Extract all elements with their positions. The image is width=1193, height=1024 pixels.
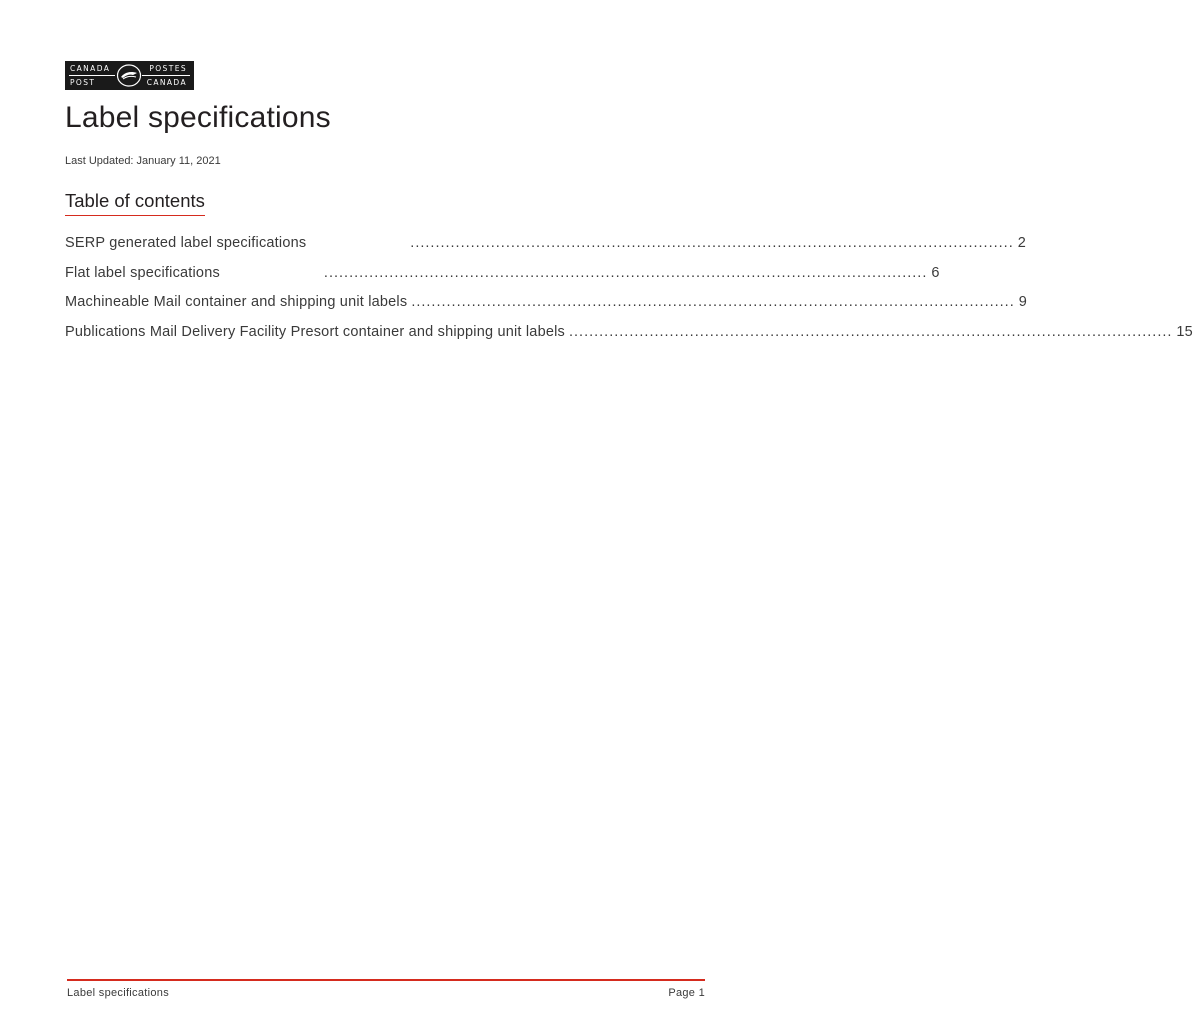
page-title: Label specifications xyxy=(65,101,331,134)
footer-document-title: Label specifications xyxy=(67,987,170,999)
toc-leader-dots: ........................................................................................................................ xyxy=(323,264,928,281)
logo-rule-left xyxy=(69,75,115,76)
toc-entry-label[interactable]: Publications Mail Delivery Facility Presort container and shipping unit labels xyxy=(65,324,565,341)
canada-post-logo xyxy=(65,61,194,90)
toc-entry-flat[interactable] xyxy=(65,264,940,295)
toc-leader-dots: ........................................................................................................................ xyxy=(568,324,1173,341)
toc-entry-machineable[interactable] xyxy=(65,294,1028,324)
logo-text-post: POST xyxy=(70,78,96,87)
toc-leader-dots: ........................................................................................................................ xyxy=(410,235,1014,251)
toc-leader-dots: ........................................................................................................................ xyxy=(411,294,1015,311)
toc-entry-label[interactable]: SERP generated label specifications xyxy=(65,235,307,251)
toc-entry-page[interactable]: 9 xyxy=(1018,294,1028,311)
logo-text-postes: POSTES xyxy=(149,64,187,73)
logo-rule-right xyxy=(142,75,190,76)
toc-entry-label[interactable]: Flat label specifications xyxy=(65,264,220,281)
toc-heading: Table of contents xyxy=(65,190,205,216)
table-of-contents xyxy=(65,235,1193,354)
toc-entry-publications[interactable] xyxy=(65,324,1193,354)
footer-page-number: Page 1 xyxy=(668,987,705,999)
logo-text-canada-fr: CANADA xyxy=(146,78,187,87)
toc-entry-page[interactable]: 2 xyxy=(1017,235,1026,251)
toc-entry-serp[interactable] xyxy=(65,235,1026,265)
toc-entry-label[interactable]: Machineable Mail container and shipping unit labels xyxy=(65,294,408,311)
footer-divider xyxy=(67,979,705,981)
toc-entry-page[interactable]: 15 xyxy=(1176,324,1193,341)
logo-text-canada-en: CANADA xyxy=(70,64,111,73)
toc-entry-page[interactable]: 6 xyxy=(931,264,940,281)
last-updated-date: Last Updated: January 11, 2021 xyxy=(65,155,221,167)
canada-post-emblem-icon xyxy=(116,63,142,88)
